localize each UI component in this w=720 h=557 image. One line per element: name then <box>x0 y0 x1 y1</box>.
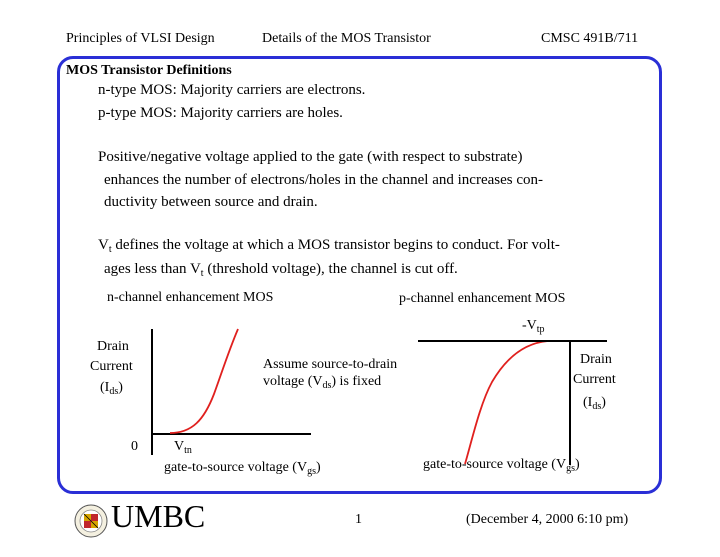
note-line-1: Assume source-to-drain <box>263 357 398 372</box>
note-line-2: voltage $(V_{ds})$ is fixed <box>263 374 382 391</box>
pchannel-vtp-label: $-V_{tp}$ <box>522 318 545 335</box>
header-course: Principles of VLSI Design <box>66 31 215 46</box>
gate-voltage-line-1: Positive/negative voltage applied to the gate (with respect to substrate) <box>98 149 523 165</box>
header-code: CMSC 491B/711 <box>541 31 639 46</box>
nchannel-title: n-channel enhancement MOS <box>107 290 274 305</box>
pchannel-ylabel-ids: $(I_{ds})$ <box>583 395 606 412</box>
vt-definition-line-1: $V_t$ defines the voltage at which a MOS transistor begins to conduct. For volt- <box>98 237 560 255</box>
nchannel-ylabel-drain: Drain <box>97 339 129 354</box>
gate-voltage-line-2: enhances the number of electrons/holes in the channel and increases con- <box>104 172 543 188</box>
footer-date: (December 4, 2000 6:10 pm) <box>466 512 629 527</box>
pchannel-curve <box>465 341 548 464</box>
pchannel-ylabel-drain: Drain <box>580 352 612 367</box>
nchannel-vtn-label: $V_{tn}$ <box>174 439 192 456</box>
umbc-seal-icon <box>74 504 108 538</box>
page-number: 1 <box>355 512 362 527</box>
slide-title: MOS Transistor Definitions <box>66 63 232 78</box>
pmos-definition: p-type MOS: Majority carriers are holes. <box>98 105 343 121</box>
pchannel-x-axis <box>418 340 607 342</box>
pchannel-y-axis <box>569 340 571 465</box>
pchannel-xlabel: gate-to-source voltage $(V_{gs})$ <box>423 457 580 474</box>
nchannel-xlabel: gate-to-source voltage $(V_{gs})$ <box>164 460 321 477</box>
umbc-logo-text: UMBC <box>111 498 206 534</box>
header-topic: Details of the MOS Transistor <box>262 31 431 46</box>
nchannel-curve <box>170 329 238 433</box>
nchannel-ylabel-current: Current <box>90 359 133 374</box>
nmos-definition: n-type MOS: Majority carriers are electrons. <box>98 82 366 98</box>
pchannel-title: p-channel enhancement MOS <box>399 291 566 306</box>
pchannel-ylabel-current: Current <box>573 372 616 387</box>
nchannel-ylabel-ids: $(I_{ds})$ <box>100 380 123 397</box>
gate-voltage-line-3: ductivity between source and drain. <box>104 194 318 210</box>
nchannel-origin-zero: 0 <box>131 439 138 454</box>
vt-definition-line-2: ages less than $V_t$ (threshold voltage), the channel is cut off. <box>104 261 458 279</box>
